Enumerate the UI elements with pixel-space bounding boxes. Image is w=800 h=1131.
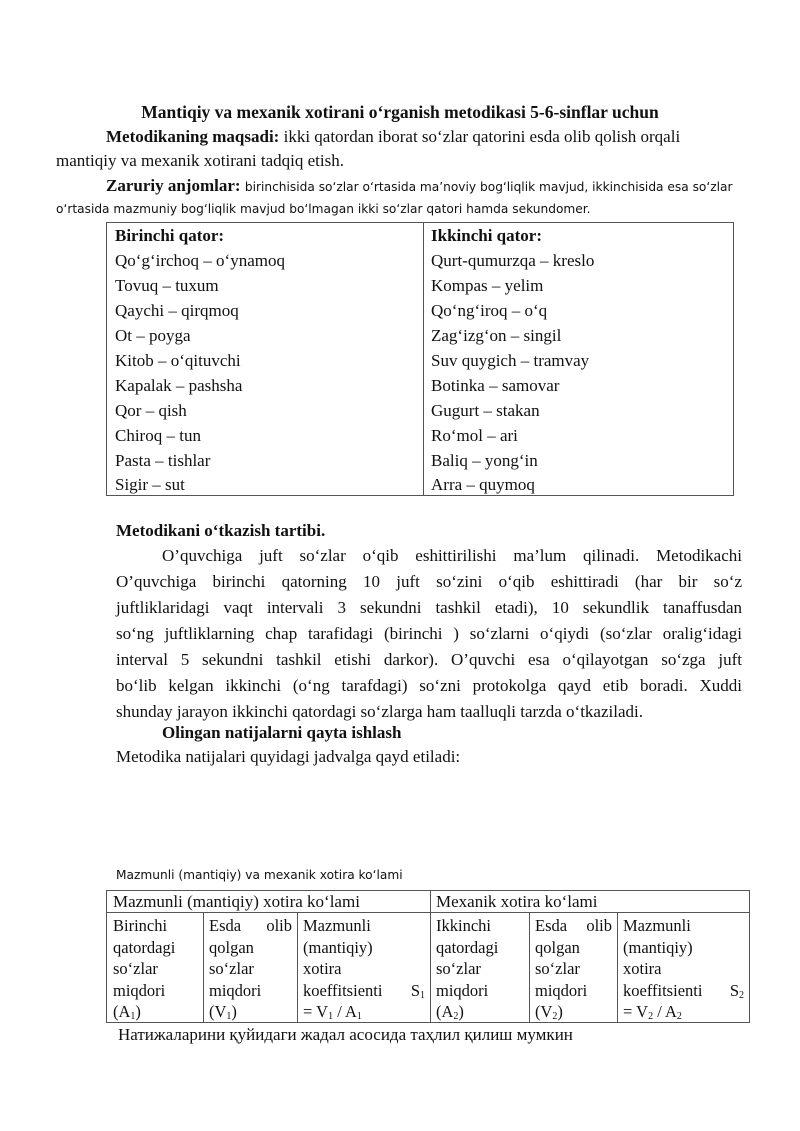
first-row-header: Birinchi qator: [115, 226, 225, 245]
remembered-count-cell: Esda olib qolgan so‘zlar miqdori $(V_1)$ [209, 916, 292, 1022]
logical-memory-header: Mazmunli (mantiqiy) xotira ko‘lami [107, 891, 430, 913]
procedure-line: bo‘lib kelgan ikkinchi (o‘ng tarafdagi) so‘zni protokolga qayd etib boradi. Xuddi [116, 676, 742, 695]
results-table [106, 890, 750, 1023]
second-row-pair: Zag‘izg‘on – singil [431, 326, 562, 345]
materials-text-1: birinchisida so‘zlar o‘rtasida ma’noviy bog‘liqlik mavjud, ikkinchisida esa so‘zlar [244, 180, 733, 194]
purpose-label: Metodikaning maqsadi: [106, 127, 280, 146]
first-row-pair: Pasta – tishlar [115, 451, 211, 470]
procedure-line: interval 5 sekundni tashkil etishi darkor). O’quvchi esa o‘qilayotgan so‘zga juft [116, 650, 742, 669]
materials-line-1 [106, 176, 733, 196]
procedure-line: shunday jarayon ikkinchi qatordagi so‘zlarga ham taalluqli tarzda o‘tkaziladi. [116, 702, 643, 721]
mechanical-coefficient-cell: Mazmunli (mantiqiy) xotira koeffitsienti $S_2$ = $V_2 / A_2$ [623, 916, 744, 1022]
materials-text-2: o‘rtasida mazmuniy bog‘liqlik mavjud bo‘lmagan ikki so‘zlar qatori hamda sekundomer. [56, 202, 591, 216]
second-row-count-cell: Ikkinchi qatordagi so‘zlar miqdori $(A_2)$ [436, 916, 499, 1022]
document-title: Mantiqiy va mexanik xotirani o‘rganish metodikasi 5-6-sinflar uchun [141, 102, 659, 122]
second-row-pair: Suv quygich – tramvay [431, 351, 590, 370]
mechanical-memory-header: Mexanik xotira ko‘lami [430, 891, 749, 913]
purpose-text-2: mantiqiy va mexanik xotirani tadqiq etish. [56, 151, 344, 170]
first-row-pair: Ot – poyga [115, 326, 191, 345]
procedure-line: juftliklaridagi vaqt intervali 3 sekundni tashkil etadi), 10 sekundlik tanaffusdan [116, 598, 742, 617]
second-row-pair: Qurt-qumurzqa – kreslo [431, 251, 595, 270]
second-row-pair: Arra – quymoq [431, 475, 535, 494]
first-row-pair: Sigir – sut [115, 475, 185, 494]
second-row-pair: Ro‘mol – ari [431, 426, 518, 445]
second-row-pair: Baliq – yong‘in [431, 451, 538, 470]
first-row-count-cell: Birinchi qatordagi so‘zlar miqdori $(A_1)$ [113, 916, 176, 1022]
first-row-pair: Kapalak – pashsha [115, 376, 243, 395]
procedure-line: O’quvchiga birinchi qatorning 10 juft so‘zini o‘qib eshittiradi (har bir so‘z [116, 572, 742, 591]
procedure-heading: Metodikani o‘tkazish tartibi. [116, 521, 326, 540]
remembered-count-cell-2: Esda olib qolgan so‘zlar miqdori $(V_2)$ [535, 916, 612, 1022]
first-row-pair: Qaychi – qirqmoq [115, 301, 239, 320]
second-row-header: Ikkinchi qator: [431, 226, 542, 245]
second-row-pair: Botinka – samovar [431, 376, 560, 395]
results-table-caption: Mazmunli (mantiqiy) va mexanik xotira ko‘lami [116, 868, 403, 882]
first-row-pair: Qo‘g‘irchoq – o‘ynamoq [115, 251, 285, 270]
purpose-text-1: ikki qatordan iborat so‘zlar qatorini esda olib qolish orqali [283, 127, 681, 146]
first-row-column [107, 223, 424, 495]
results-heading: Olingan natijalarni qayta ishlash [162, 723, 402, 742]
second-row-pair: Qo‘ng‘iroq – o‘q [431, 301, 548, 320]
logical-coefficient-cell: Mazmunli (mantiqiy) xotira koeffitsienti $S_1$ = $V_1 / A_1$ [303, 916, 425, 1022]
first-row-pair: Qor – qish [115, 401, 187, 420]
purpose-line-1 [106, 127, 680, 147]
first-row-pair: Chiroq – tun [115, 426, 201, 445]
first-row-pair: Tovuq – tuxum [115, 276, 219, 295]
second-row-pair: Kompas – yelim [431, 276, 544, 295]
materials-label: Zaruriy anjomlar: [106, 176, 241, 195]
analysis-note: Натижаларини қуйидаги жадал асосида таҳлил қилиш мумкин [118, 1025, 573, 1044]
results-intro: Metodika natijalari quyidagi jadvalga qayd etiladi: [116, 747, 461, 766]
procedure-line: O’quvchiga juft so‘zlar o‘qib eshittirilishi ma’lum qilinadi. Metodikachi [162, 546, 742, 565]
procedure-line: so‘ng juftliklarning chap tarafidagi (birinchi ) so‘zlarni o‘qiydi (so‘zlar oralig‘idagi [116, 624, 742, 643]
word-pairs-table [106, 222, 734, 496]
second-row-pair: Gugurt – stakan [431, 401, 540, 420]
second-row-column [423, 223, 733, 495]
first-row-pair: Kitob – o‘qituvchi [115, 351, 241, 370]
